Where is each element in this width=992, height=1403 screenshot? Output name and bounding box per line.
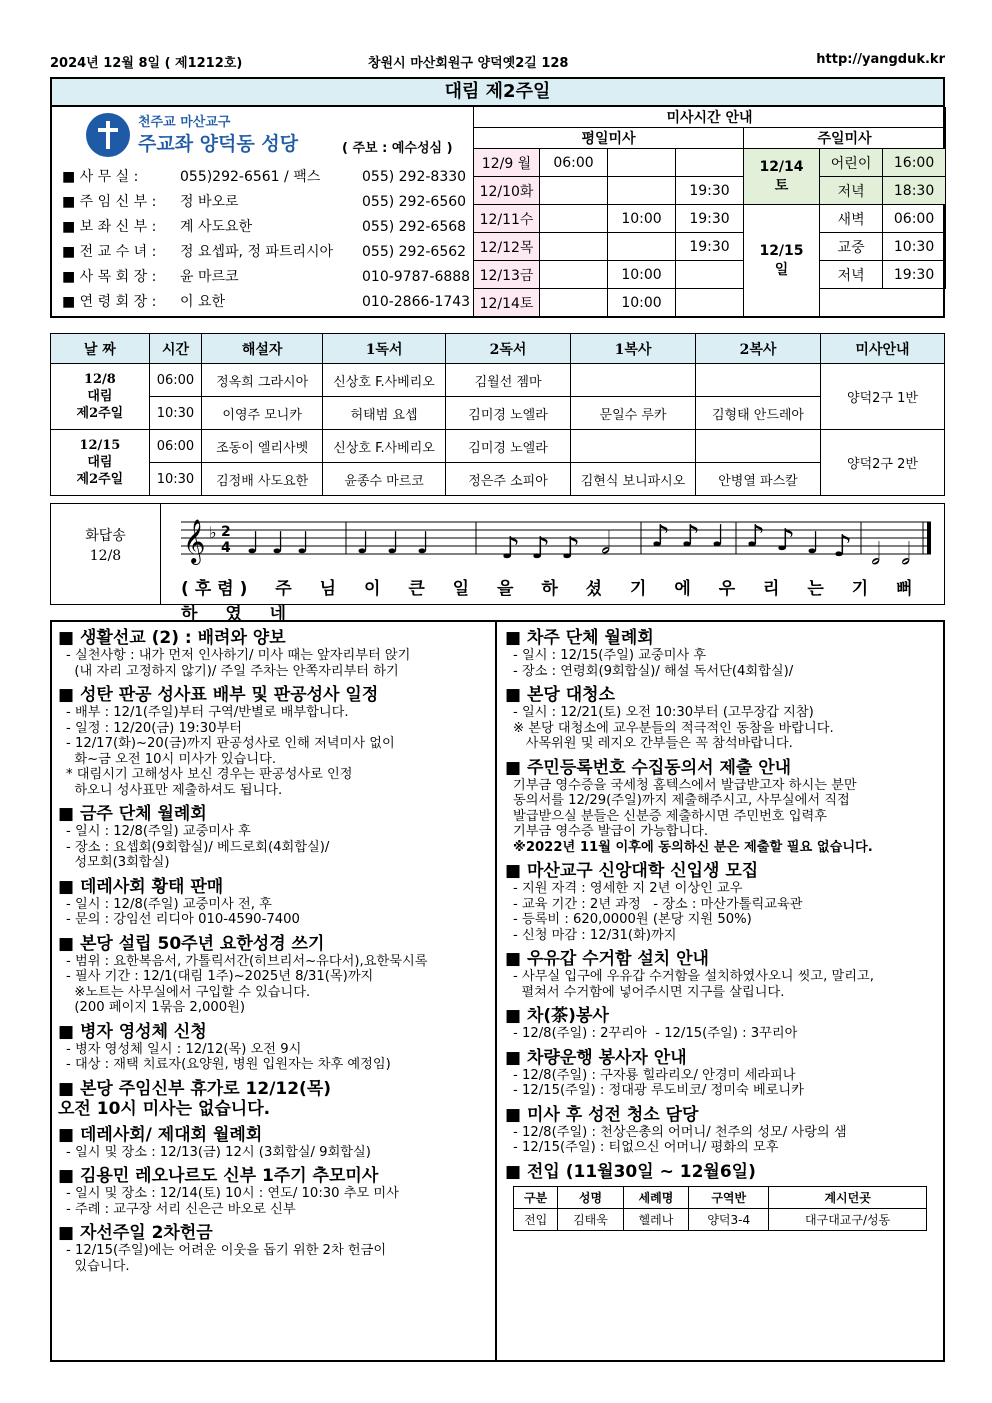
schedule-header: 1복사 xyxy=(571,334,696,364)
contact-phone: 055) 292-6568 xyxy=(362,219,467,235)
weekday-mass-cell: 10:00 xyxy=(608,205,676,233)
diocese-name: 천주교 마산교구 xyxy=(138,115,231,130)
notice-section xyxy=(505,685,937,752)
schedule-cell xyxy=(571,364,696,397)
svg-text:♪: ♪ xyxy=(561,531,581,566)
svg-text:𝅗𝅥: 𝅗𝅥 xyxy=(601,526,611,561)
notice-heading: ■ 미사 후 성전 청소 담당 xyxy=(505,1105,937,1125)
schedule-cell: 김월선 젬마 xyxy=(446,364,571,397)
schedule-cell: 06:00 xyxy=(149,364,201,397)
notices-right-column xyxy=(499,622,943,1360)
contact-role: ■ 보 좌 신 부 : xyxy=(62,219,157,235)
contact-role: ■ 사 목 회 장 : xyxy=(62,269,157,285)
notice-heading: ■ 우유갑 수거함 설치 안내 xyxy=(505,949,937,969)
notice-line: - 일시 : 12/8(주일) 교중미사 후 xyxy=(66,824,251,839)
notice-line: - 주례 : 교구장 서리 신은근 바오로 신부 xyxy=(66,1201,296,1217)
notice-line: - 12/15(주일) : 정대광 루도비코/ 정미숙 베로니카 xyxy=(513,1083,804,1098)
sunday-mass-name: 새벽 xyxy=(820,205,883,233)
notice-line: - 일시 : 12/21(토) 오전 10:30부터 (고무장갑 지참) xyxy=(513,705,814,720)
sunday-mass-time: 10:30 xyxy=(883,233,946,261)
schedule-cell: 김현식 보니파시오 xyxy=(571,463,696,496)
notice-section xyxy=(58,877,489,928)
weekday-mass-cell: 19:30 xyxy=(676,233,744,261)
schedule-cell: 조동이 엘리사벳 xyxy=(202,430,323,463)
notice-line: 기부금 영수증을 국세청 홈텍스에서 발급받고자 하시는 분만 xyxy=(513,777,857,793)
schedule-cell xyxy=(696,364,821,397)
notice-heading: ■ 데레사회 황태 판매 xyxy=(58,877,489,897)
notice-line: - 일시 및 장소 : 12/13(금) 12시 (3회합실/ 9회합실) xyxy=(66,1144,371,1160)
notice-line: - 사무실 입구에 우유갑 수거함을 설치하였사오니 씻고, 말리고, xyxy=(513,969,874,984)
contact-name: 계 사도요한 xyxy=(180,219,253,235)
weekday-mass-cell: 10:00 xyxy=(608,289,676,317)
notice-section xyxy=(505,1048,937,1099)
svg-text:♪: ♪ xyxy=(833,529,853,564)
svg-text:♪: ♪ xyxy=(681,519,701,554)
notices-left-column xyxy=(52,622,497,1360)
svg-text:♩: ♩ xyxy=(271,526,286,561)
notice-line: 화~금 오전 10시 미사가 있습니다. xyxy=(66,751,277,767)
notice-line: - 장소 : 연령회(9회합실)/ 해설 독서단(4회합실)/ xyxy=(513,663,794,679)
sunday-label: 12/15 일 xyxy=(744,205,820,317)
notice-line: (200 페이지 1묶음 2,000원) xyxy=(66,1000,245,1015)
notice-line: - 범위 : 요한복음서, 가톨릭서간(히브리서~유다서),요한묵시록 xyxy=(66,953,428,969)
psalm-lyric: (후렴) 주 님 이 큰 일 을 하 셨 기 에 우 리 는 기 뻐 하 였 네 xyxy=(181,579,919,624)
notice-section xyxy=(58,1022,489,1073)
schedule-cell: 10:30 xyxy=(149,397,201,430)
notice-heading: ■ 차(茶)봉사 xyxy=(505,1006,937,1026)
svg-text:♪: ♪ xyxy=(746,519,766,554)
sunday-mass-time: 16:00 xyxy=(883,149,946,177)
transfer-table xyxy=(513,1186,927,1231)
ministry-schedule-table xyxy=(50,333,945,496)
notice-line: - 일시 : 12/8(주일) 교중미사 전, 후 xyxy=(66,896,272,912)
notice-heading: ■ 전입 (11월30일 ~ 12월6일) xyxy=(505,1162,937,1182)
contact-role: ■ 연 령 회 장 : xyxy=(62,294,157,310)
schedule-cell: 김형태 안드레아 xyxy=(696,397,821,430)
contact-name: 정 요셉파, 정 파트리시아 xyxy=(180,244,334,260)
notice-section xyxy=(58,804,489,871)
notice-line: - 대상 : 재택 치료자(요양원, 병원 입원자는 차후 예정임) xyxy=(66,1057,391,1072)
transfer-header: 성명 xyxy=(558,1186,623,1208)
notice-line: - 일시 및 장소 : 12/14(토) 10시 : 연도/ 10:30 추모 미사 xyxy=(66,1186,399,1201)
weekday-mass-cell: 12/14토 xyxy=(474,289,540,317)
notice-line: - 12/17(화)~20(금)까지 판공성사로 인해 저녁미사 없이 xyxy=(66,736,395,751)
notices-box xyxy=(50,620,945,1362)
schedule-header: 1독서 xyxy=(323,334,446,364)
contact-name: 이 요한 xyxy=(180,294,226,310)
notice-section xyxy=(505,861,937,943)
notice-heading: ■ 자선주일 2차헌금 xyxy=(58,1223,489,1243)
psalm-label: 화답송 12/8 xyxy=(51,504,161,604)
parish-info xyxy=(52,107,474,316)
contact-phone: 055) 292-6560 xyxy=(362,194,467,210)
notice-section xyxy=(58,628,489,679)
notice-line: ※노트는 사무실에서 구입할 수 있습니다. xyxy=(66,984,311,1000)
notice-heading: ■ 생활선교 (2) : 배려와 양보 xyxy=(58,628,489,648)
notice-line: - 교육 기간 : 2년 과정 - 장소 : 마산가톨릭교육관 xyxy=(513,896,803,912)
weekday-mass-cell: 12/13금 xyxy=(474,261,540,289)
weekday-mass-cell xyxy=(540,233,608,261)
svg-text:♭: ♭ xyxy=(209,523,217,542)
issue-date: 2024년 12월 8일 ( 제1212호) xyxy=(50,56,243,71)
notice-heading: ■ 성탄 판공 성사표 배부 및 판공성사 일정 xyxy=(58,685,489,705)
weekday-mass-cell: 06:00 xyxy=(540,149,608,177)
schedule-cell: 이영주 모니카 xyxy=(202,397,323,430)
weekday-mass-cell: 19:30 xyxy=(676,205,744,233)
schedule-cell: 윤종수 마르코 xyxy=(323,463,446,496)
contact-phone: 055) 292-8330 xyxy=(362,169,467,185)
mass-times xyxy=(474,107,945,316)
contact-role: ■ 사 무 실 : xyxy=(62,169,139,185)
contact-phone: 055) 292-6562 xyxy=(362,244,467,260)
notice-heading: ■ 병자 영성체 신청 xyxy=(58,1022,489,1042)
notice-heading: ■ 본당 주임신부 휴가로 12/12(목) 오전 10시 미사는 없습니다. xyxy=(58,1079,489,1119)
notice-line: ※2022년 11월 이후에 동의하신 분은 제출할 필요 없습니다. xyxy=(513,839,873,855)
notice-line: 펼쳐서 수거함에 넣어주시면 지구를 살립니다. xyxy=(513,984,785,1000)
schedule-cell: 10:30 xyxy=(149,463,201,496)
transfer-header: 계시던곳 xyxy=(769,1186,927,1208)
notice-line: 기부금 영수증 발급이 가능합니다. xyxy=(513,824,709,839)
schedule-header: 2복사 xyxy=(696,334,821,364)
mass-guide: 양덕2구 1반 xyxy=(820,364,944,430)
schedule-header: 시간 xyxy=(149,334,201,364)
schedule-cell: 06:00 xyxy=(149,430,201,463)
cross-logo-icon xyxy=(86,113,130,157)
weekday-mass-title: 평일미사 xyxy=(474,128,744,149)
svg-text:♩: ♩ xyxy=(296,526,311,561)
notice-section xyxy=(505,758,937,856)
notice-heading: ■ 데레사회/ 제대회 월례회 xyxy=(58,1125,489,1145)
svg-text:𝅗𝅥: 𝅗𝅥 xyxy=(871,537,881,570)
schedule-cell: 김정배 사도요한 xyxy=(202,463,323,496)
weekday-mass-cell xyxy=(608,233,676,261)
schedule-cell xyxy=(696,430,821,463)
svg-text:♩: ♩ xyxy=(356,526,371,561)
notice-heading: ■ 금주 단체 월례회 xyxy=(58,804,489,824)
contact-name: 정 바오로 xyxy=(180,194,239,210)
svg-text:♩: ♩ xyxy=(416,526,431,561)
svg-text:♩: ♩ xyxy=(806,526,821,561)
schedule-cell xyxy=(571,430,696,463)
svg-text:𝅗𝅥: 𝅗𝅥 xyxy=(901,537,911,570)
svg-text:♪: ♪ xyxy=(776,523,796,558)
schedule-date: 12/15 대림 제2주일 xyxy=(51,430,150,496)
contact-role: ■ 전 교 수 녀 : xyxy=(62,244,157,260)
address: 창원시 마산회원구 양덕옛2길 128 xyxy=(368,56,569,71)
header-bar xyxy=(50,52,945,72)
sunday-mass-time: 19:30 xyxy=(883,261,946,289)
weekday-mass-cell: 10:00 xyxy=(608,261,676,289)
svg-text:♩: ♩ xyxy=(386,526,401,561)
notice-line: - 등록비 : 620,0000원 (본당 지원 50%) xyxy=(513,912,752,927)
notice-section xyxy=(58,1125,489,1161)
notice-line: - 신청 마감 : 12/31(화)까지 xyxy=(513,927,677,943)
notice-line: - 12/15(주일) : 티없으신 어머니/ 평화의 모후 xyxy=(513,1140,779,1155)
weekday-mass-cell: 19:30 xyxy=(676,177,744,205)
weekday-mass-cell: 12/9 월 xyxy=(474,149,540,177)
schedule-cell: 안병열 파스칼 xyxy=(696,463,821,496)
schedule-cell: 정옥희 그라시아 xyxy=(202,364,323,397)
svg-text:2: 2 xyxy=(221,524,231,540)
contact-name: 055)292-6561 / 팩스 xyxy=(180,169,321,185)
transfer-cell: 전입 xyxy=(514,1208,558,1230)
notice-line: (내 자리 고정하지 않기)/ 주일 주차는 안쪽자리부터 하기 xyxy=(66,663,399,679)
notice-line: - 12/8(주일) : 구자룡 힐라리오/ 안경미 세라피나 xyxy=(513,1067,796,1083)
transfer-cell: 대구대교구/성동 xyxy=(769,1208,927,1230)
notice-heading: ■ 주민등록번호 수집동의서 제출 안내 xyxy=(505,758,937,778)
notice-line: 하오니 성사표만 제출하셔도 됩니다. xyxy=(66,782,283,798)
notice-section xyxy=(58,1223,489,1274)
weekday-mass-cell: 12/11수 xyxy=(474,205,540,233)
schedule-cell: 신상호 F.사베리오 xyxy=(323,364,446,397)
weekday-mass-cell xyxy=(540,205,608,233)
weekday-mass-cell xyxy=(540,289,608,317)
notice-heading: ■ 차주 단체 월례회 xyxy=(505,628,937,648)
notice-line: 동의서를 12/29(주일)까지 제출해주시고, 사무실에서 직접 xyxy=(513,793,850,808)
notice-section xyxy=(505,1162,937,1182)
notice-section xyxy=(505,1006,937,1042)
weekday-mass-cell xyxy=(676,261,744,289)
sunday-mass-time: 06:00 xyxy=(883,205,946,233)
weekday-mass-cell xyxy=(676,289,744,317)
sunday-mass-time: 18:30 xyxy=(883,177,946,205)
notice-line: * 대림시기 고해성사 보신 경우는 판공성사로 인정 xyxy=(66,767,353,782)
responsorial-psalm xyxy=(50,503,945,624)
schedule-header: 2독서 xyxy=(446,334,571,364)
notice-section xyxy=(58,1079,489,1119)
schedule-header: 미사안내 xyxy=(820,334,944,364)
schedule-cell: 허태범 요셉 xyxy=(323,397,446,430)
svg-text:♪: ♪ xyxy=(531,531,551,566)
notice-line: 있습니다. xyxy=(66,1258,130,1274)
weekday-mass-cell: 12/12목 xyxy=(474,233,540,261)
svg-text:♪: ♪ xyxy=(501,531,521,566)
schedule-cell: 정은주 소피아 xyxy=(446,463,571,496)
sunday-mass-name: 교중 xyxy=(820,233,883,261)
svg-text:♩: ♩ xyxy=(246,526,261,561)
weekday-mass-cell xyxy=(676,149,744,177)
notice-line: - 일정 : 12/20(금) 19:30부터 xyxy=(66,720,242,736)
notice-heading: ■ 본당 설립 50주년 요한성경 쓰기 xyxy=(58,934,489,954)
music-staff-icon xyxy=(171,508,941,570)
schedule-cell: 문일수 루카 xyxy=(571,397,696,430)
weekday-mass-cell xyxy=(540,177,608,205)
schedule-header: 해설자 xyxy=(202,334,323,364)
contact-role: ■ 주 임 신 부 : xyxy=(62,194,157,210)
page-title: 대림 제2주일 xyxy=(50,77,945,107)
transfer-header: 구역반 xyxy=(689,1186,769,1208)
patron-note: ( 주보 : 예수성심 ) xyxy=(342,141,453,156)
schedule-date: 12/8 대림 제2주일 xyxy=(51,364,150,430)
notice-heading: ■ 차량운행 봉사자 안내 xyxy=(505,1048,937,1068)
sunday-mass-name: 어린이 xyxy=(820,149,883,177)
transfer-cell: 김태욱 xyxy=(558,1208,623,1230)
parish-name: 주교좌 양덕동 성당 xyxy=(138,133,299,155)
notice-section xyxy=(505,1105,937,1156)
notice-line: - 배부 : 12/1(주일)부터 구역/반별로 배부합니다. xyxy=(66,705,349,720)
schedule-header: 날 짜 xyxy=(51,334,150,364)
notice-line: 발급받으실 분들은 신분증 제출하시면 주민번호 입력후 xyxy=(513,808,827,824)
svg-text:♪: ♪ xyxy=(651,519,671,554)
saturday-label: 12/14 토 xyxy=(744,149,820,205)
notice-line: - 병자 영성체 일시 : 12/12(목) 오전 9시 xyxy=(66,1041,302,1057)
svg-text:𝄞: 𝄞 xyxy=(183,519,206,563)
notice-line: - 지원 자격 : 영세한 지 2년 이상인 교우 xyxy=(513,881,743,896)
mass-title: 미사시간 안내 xyxy=(474,107,946,128)
transfer-header: 구분 xyxy=(514,1186,558,1208)
sunday-mass-name: 저녁 xyxy=(820,261,883,289)
notice-line: 사목위원 및 레지오 간부들은 꼭 참석바랍니다. xyxy=(513,736,793,751)
transfer-cell: 헬레나 xyxy=(623,1208,688,1230)
svg-text:♩: ♩ xyxy=(711,519,726,554)
notice-line: - 실천사항 : 내가 먼저 인사하기/ 미사 때는 앞자리부터 앉기 xyxy=(66,648,411,663)
contact-phone: 010-9787-6888 xyxy=(362,269,471,285)
contact-phone: 010-2866-1743 xyxy=(362,294,471,310)
notice-line: - 12/8(주일) : 천상은총의 어머니/ 천주의 성모/ 사랑의 샘 xyxy=(513,1124,847,1140)
notice-heading: ■ 김용민 레오나르도 신부 1주기 추모미사 xyxy=(58,1166,489,1186)
notice-line: - 필사 기간 : 12/1(대림 1주)~2025년 8/31(목)까지 xyxy=(66,969,374,984)
notice-line: - 문의 : 강임선 리디아 010-4590-7400 xyxy=(66,912,300,927)
notice-line: - 일시 : 12/15(주일) 교중미사 후 xyxy=(513,648,707,663)
sunday-mass-name: 저녁 xyxy=(820,177,883,205)
contact-name: 윤 마르코 xyxy=(180,269,239,285)
parish-info-box xyxy=(50,107,945,318)
notice-line: - 12/8(주일) : 2꾸리아 - 12/15(주일) : 3꾸리아 xyxy=(513,1026,798,1041)
notice-section xyxy=(58,1166,489,1217)
weekday-mass-cell xyxy=(608,149,676,177)
schedule-cell: 신상호 F.사베리오 xyxy=(323,430,446,463)
notice-line: 성모회(3회합실) xyxy=(66,855,170,870)
notice-line: - 장소 : 요셉회(9회합실)/ 베드로회(4회합실)/ xyxy=(66,839,330,855)
notice-line: ※ 본당 대청소에 교우분들의 적극적인 동참을 바랍니다. xyxy=(513,720,834,736)
notice-section xyxy=(58,934,489,1016)
schedule-cell: 김미경 노엘라 xyxy=(446,397,571,430)
notice-section xyxy=(505,949,937,1000)
notice-section xyxy=(58,685,489,798)
notice-heading: ■ 마산교구 신앙대학 신입생 모집 xyxy=(505,861,937,881)
transfer-header: 세례명 xyxy=(623,1186,688,1208)
weekday-mass-cell: 12/10화 xyxy=(474,177,540,205)
website-link[interactable]: http://yangduk.kr xyxy=(816,52,945,67)
mass-guide: 양덕2구 2반 xyxy=(820,430,944,496)
notice-heading: ■ 본당 대청소 xyxy=(505,685,937,705)
weekday-mass-cell xyxy=(540,261,608,289)
transfer-cell: 양덕3-4 xyxy=(689,1208,769,1230)
sunday-mass-title: 주일미사 xyxy=(744,128,946,149)
notice-line: - 12/15(주일)에는 어려운 이웃을 돕기 위한 2차 헌금이 xyxy=(66,1243,387,1258)
svg-text:4: 4 xyxy=(221,540,231,556)
schedule-cell: 김미경 노엘라 xyxy=(446,430,571,463)
notice-section xyxy=(505,628,937,679)
weekday-mass-cell xyxy=(608,177,676,205)
